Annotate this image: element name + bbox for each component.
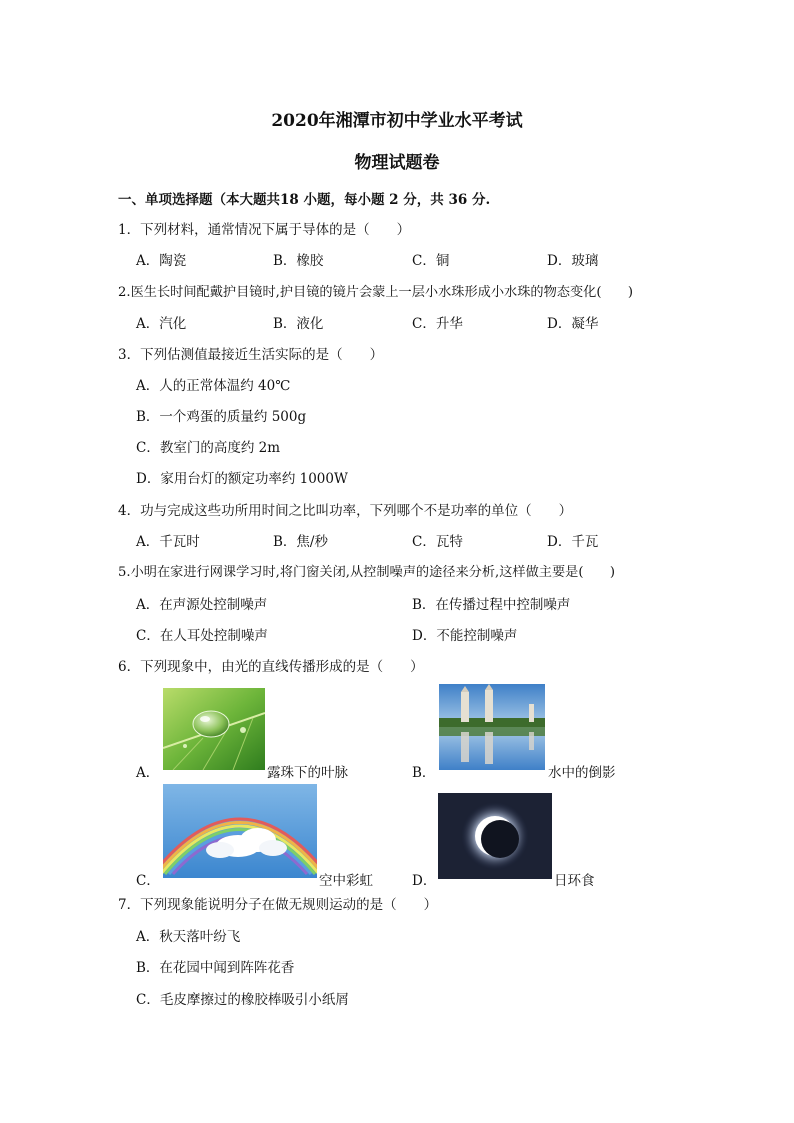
dew-leaf-image	[163, 688, 265, 770]
question-4-stem: 4．功与完成这些功所用时间之比叫功率，下列哪个不是功率的单位（ ）	[118, 503, 573, 519]
q6-option-c-letter: C．	[136, 873, 160, 889]
q7-option-a: A．秋天落叶纷飞	[136, 929, 241, 945]
q6-option-a-letter: A．	[136, 765, 160, 781]
section-heading: 一、单项选择题（本大题共18 小题，每小题 2 分，共 36 分.	[118, 192, 491, 208]
q4-option-c: C．瓦特	[412, 534, 463, 550]
question-2-stem: 2.医生长时间配戴护目镜时,护目镜的镜片会蒙上一层小水珠形成小水珠的物态变化( )	[118, 285, 633, 300]
q3-option-a: A．人的正常体温约 40℃	[136, 378, 291, 394]
q6-option-b-caption: 水中的倒影	[548, 765, 616, 781]
q3-option-d: D．家用台灯的额定功率约 1000W	[136, 471, 348, 487]
q1-option-a: A．陶瓷	[136, 253, 187, 269]
q6-option-a-caption: 露珠下的叶脉	[267, 765, 348, 781]
eclipse-image	[438, 793, 552, 879]
q6-option-d-letter: D．	[412, 873, 437, 889]
q6-option-b-letter: B．	[412, 765, 436, 781]
q2-option-d: D．凝华	[547, 316, 599, 332]
q6-option-c-caption: 空中彩虹	[319, 873, 373, 889]
question-1-stem: 1．下列材料，通常情况下属于导体的是（ ）	[118, 222, 411, 238]
q4-option-b: B．焦/秒	[273, 534, 328, 550]
exam-subtitle: 物理试题卷	[354, 153, 440, 173]
q6-option-d-caption: 日环食	[554, 873, 595, 889]
q5-option-c: C．在人耳处控制噪声	[136, 628, 268, 644]
q7-option-b: B．在花园中闻到阵阵花香	[136, 960, 295, 976]
q5-option-b: B．在传播过程中控制噪声	[412, 597, 571, 613]
q2-option-c: C．升华	[412, 316, 463, 332]
q5-option-d: D．不能控制噪声	[412, 628, 518, 644]
question-7-stem: 7．下列现象能说明分子在做无规则运动的是（ ）	[118, 897, 438, 913]
question-5-stem: 5.小明在家进行网课学习时,将门窗关闭,从控制噪声的途径来分析,这样做主要是( )	[118, 565, 616, 580]
q5-option-a: A．在声源处控制噪声	[136, 597, 268, 613]
exam-title: 2020年湘潭市初中学业水平考试	[271, 111, 523, 131]
q3-option-b: B．一个鸡蛋的质量约 500g	[136, 409, 307, 425]
q7-option-c: C．毛皮摩擦过的橡胶棒吸引小纸屑	[136, 992, 349, 1008]
q1-option-b: B．橡胶	[273, 253, 324, 269]
water-reflection-image	[439, 684, 545, 770]
question-3-stem: 3．下列估测值最接近生活实际的是（ ）	[118, 347, 384, 363]
q2-option-b: B．液化	[273, 316, 324, 332]
q4-option-a: A．千瓦时	[136, 534, 200, 550]
rainbow-image	[163, 784, 317, 878]
q3-option-c: C．教室门的高度约 2m	[136, 440, 281, 456]
q1-option-d: D．玻璃	[547, 253, 599, 269]
q2-option-a: A．汽化	[136, 316, 187, 332]
q4-option-d: D．千瓦	[547, 534, 599, 550]
q1-option-c: C．铜	[412, 253, 450, 269]
question-6-stem: 6．下列现象中，由光的直线传播形成的是（ ）	[118, 659, 424, 675]
